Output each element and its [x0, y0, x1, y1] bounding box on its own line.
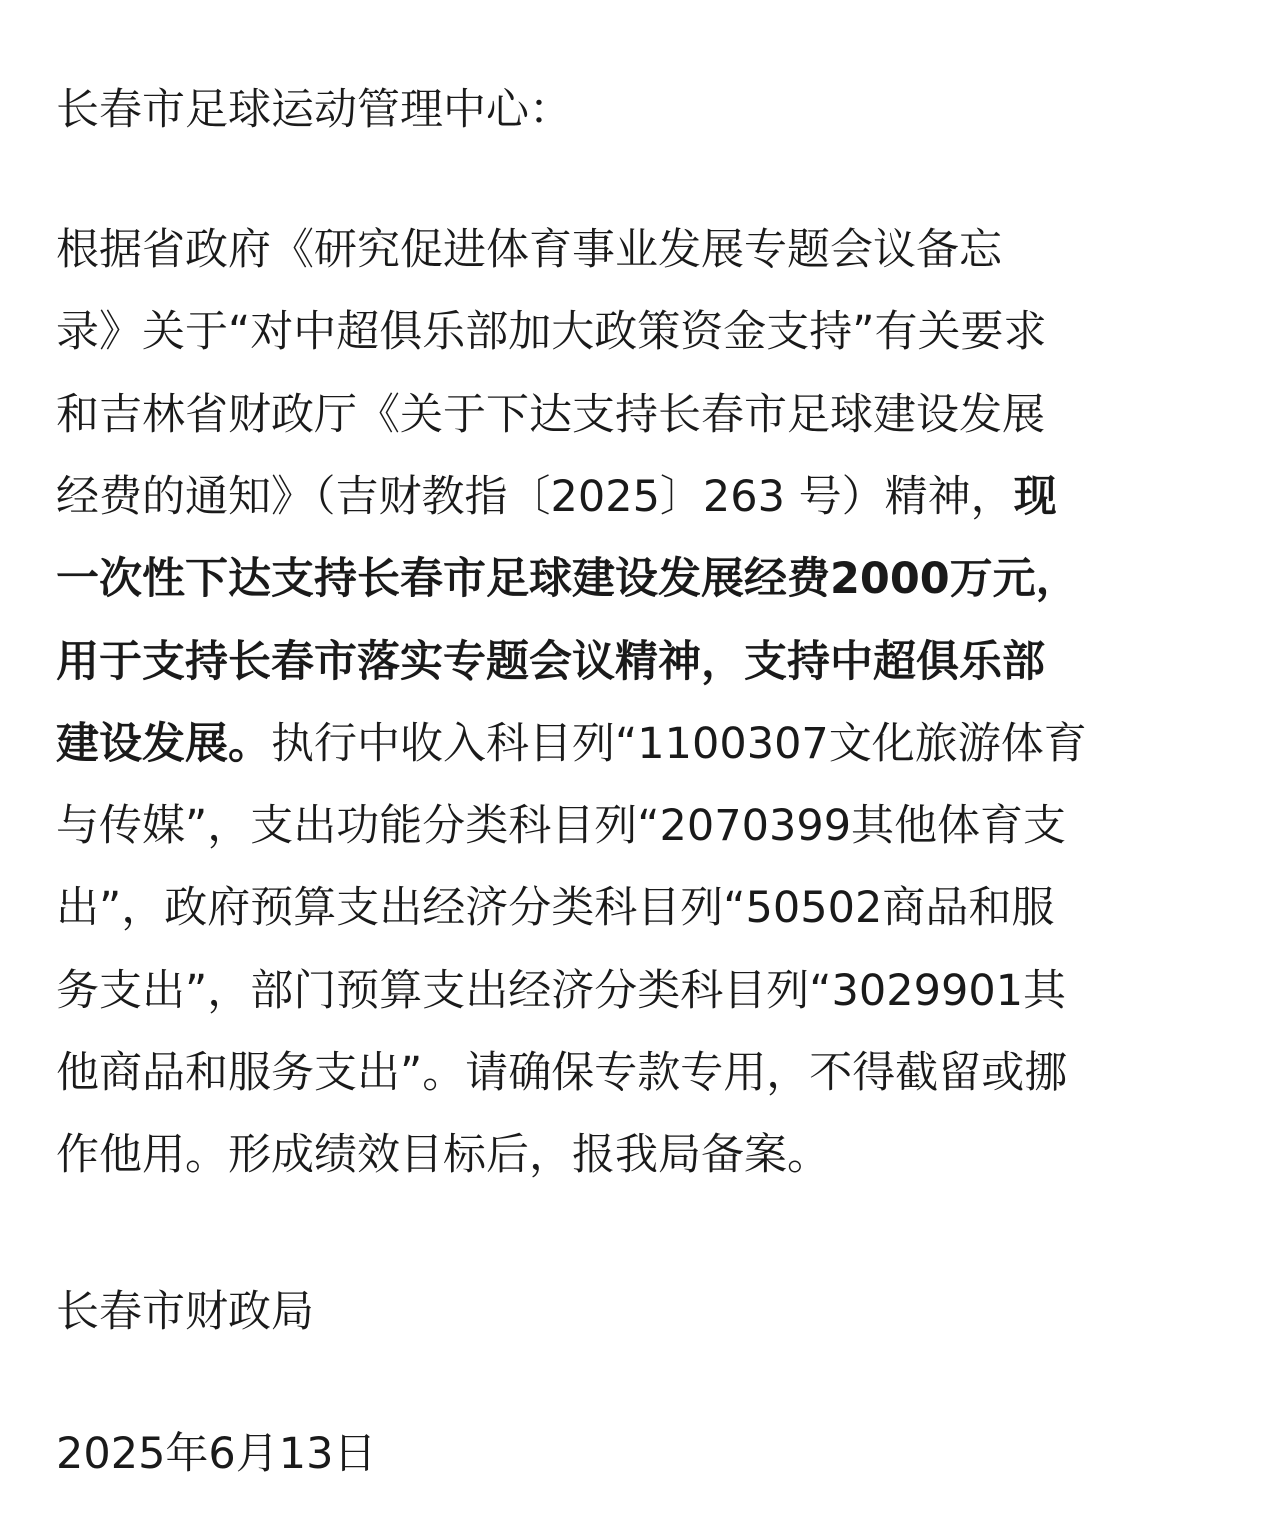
- body-line: [56, 878, 1054, 938]
- body-line: [56, 467, 1057, 527]
- date: 2025年6月13日: [56, 1429, 377, 1479]
- text-segment: 根据省政府《研究促进体育事业发展专题会议备忘: [56, 225, 1002, 275]
- body-line: [56, 796, 1066, 856]
- body-line: [56, 385, 1045, 445]
- body-line: [56, 549, 1079, 609]
- body-line: [56, 220, 1002, 280]
- text-segment: 出”，政府预算支出经济分类科目列“50502商品和服: [56, 883, 1055, 934]
- text-segment: 与传媒”，支出功能分类科目列“2070399其他体育支: [56, 801, 1067, 852]
- text-segment: 他商品和服务支出”。请确保专款专用，不得截留或挪: [56, 1048, 1068, 1098]
- text-segment: 务支出”，部门预算支出经济分类科目列“3029901其: [56, 965, 1067, 1016]
- salutation: 长春市足球运动管理中心：: [56, 85, 572, 135]
- signature: 长春市财政局: [56, 1287, 314, 1337]
- text-segment: 执行中收入科目列“1100307文化旅游体育: [271, 718, 1087, 769]
- body-line: [56, 714, 1087, 774]
- bold-text-segment: 建设发展。: [56, 718, 271, 769]
- body-line: [56, 1125, 830, 1185]
- body-line: [56, 1043, 1067, 1103]
- text-segment: 录》关于“对中超俱乐部加大政策资金支持”有关要求: [56, 307, 1047, 358]
- body-line: [56, 632, 1045, 692]
- body-line: [56, 302, 1047, 362]
- bold-text-segment: 一次性下达支持长春市足球建设发展经费2000万元，: [56, 554, 1079, 605]
- bold-text-segment: 用于支持长春市落实专题会议精神，支持中超俱乐部: [56, 636, 1045, 687]
- text-segment: 经费的通知》（吉财教指〔2025〕263 号）精神，: [56, 471, 1014, 522]
- text-segment: 作他用。形成绩效目标后，报我局备案。: [56, 1130, 830, 1181]
- text-segment: 和吉林省财政厅《关于下达支持长春市足球建设发展: [56, 389, 1045, 440]
- body-line: [56, 961, 1066, 1021]
- bold-text-segment: 现: [1013, 471, 1057, 522]
